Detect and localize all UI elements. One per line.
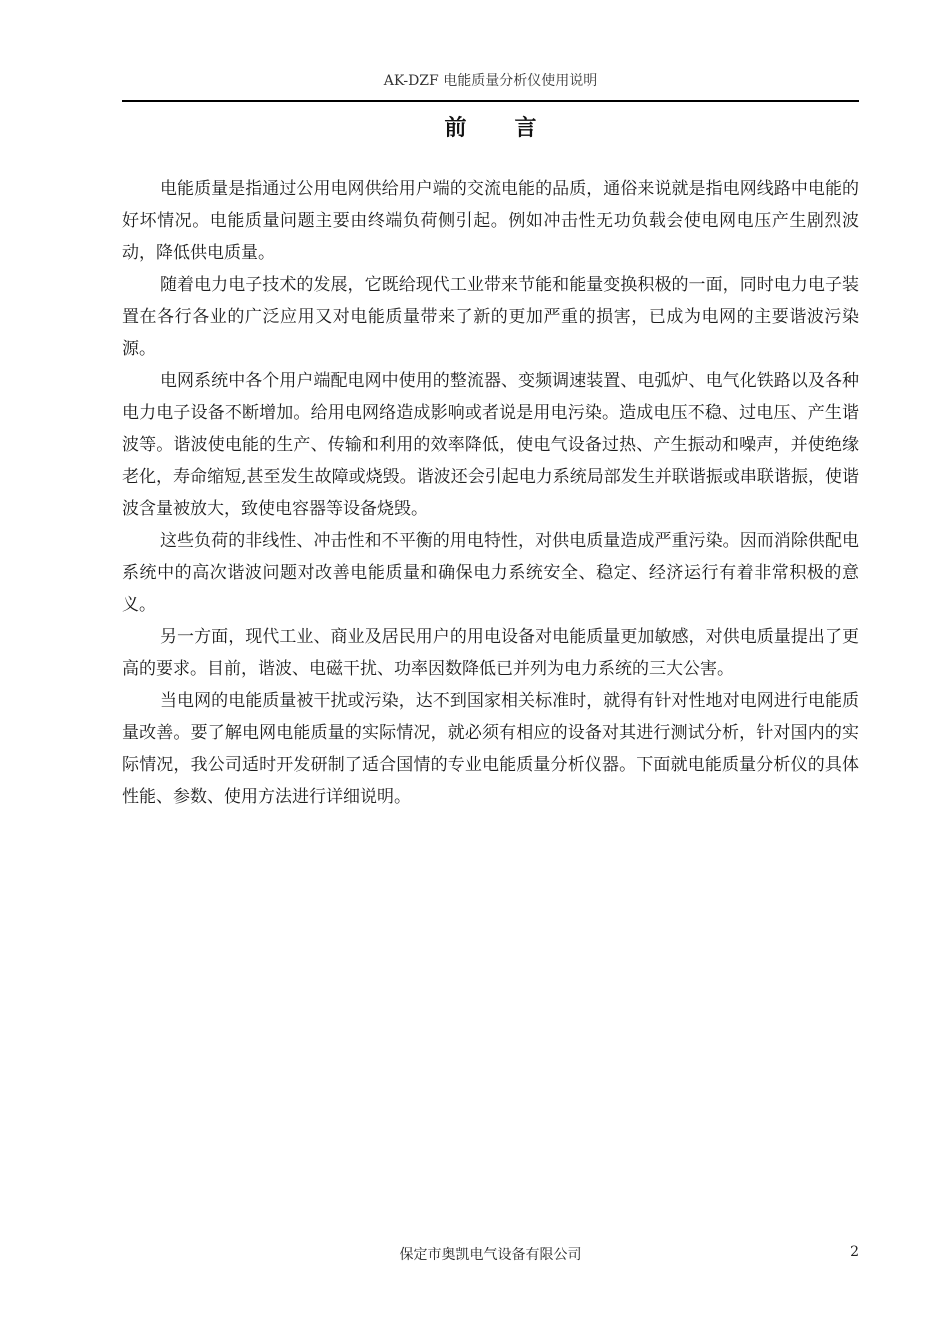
page-number: 2 bbox=[850, 1244, 859, 1260]
page-header bbox=[122, 62, 859, 102]
paragraph-3: 电网系统中各个用户端配电网中使用的整流器、变频调速装置、电弧炉、电气化铁路以及各种电力电子设备不断增加。给用电网络造成影响或者说是用电污染。造成电压不稳、过电压、产生谐波等。谐波使电能的生产、传输和利用的效率降低，使电气设备过热、产生振动和噪声，并使绝缘老化，寿命缩短,甚至发生故障或烧毁。谐波还会引起电力系统局部发生并联谐振或串联谐振，使谐波含量被放大，致使电容器等设备烧毁。 bbox=[122, 371, 859, 519]
paragraph-6: 当电网的电能质量被干扰或污染，达不到国家相关标准时，就得有针对性地对电网进行电能质量改善。要了解电网电能质量的实际情况，就必须有相应的设备对其进行测试分析，针对国内的实际情况，我公司适时开发研制了适合国情的专业电能质量分析仪器。下面就电能质量分析仪的具体性能、参数、使用方法进行详细说明。 bbox=[122, 691, 859, 807]
page-title: 前言 bbox=[444, 115, 585, 141]
paragraph-4: 这些负荷的非线性、冲击性和不平衡的用电特性，对供电质量造成严重污染。因而消除供配电系统中的高次谐波问题对改善电能质量和确保电力系统安全、稳定、经济运行有着非常积极的意义。 bbox=[122, 531, 859, 615]
paragraph-1: 电能质量是指通过公用电网供给用户端的交流电能的品质，通俗来说就是指电网线路中电能的好坏情况。电能质量问题主要由终端负荷侧引起。例如冲击性无功负载会使电网电压产生剧烈波动，降低供电质量。 bbox=[122, 179, 859, 263]
header-title: AK-DZF 电能质量分析仪使用说明 bbox=[383, 73, 598, 89]
paragraph-2: 随着电力电子技术的发展，它既给现代工业带来节能和能量变换积极的一面，同时电力电子装置在各行各业的广泛应用又对电能质量带来了新的更加严重的损害，已成为电网的主要谐波污染源。 bbox=[122, 275, 859, 359]
footer-company: 保定市奥凯电气设备有限公司 bbox=[399, 1247, 582, 1263]
paragraph-5: 另一方面，现代工业、商业及居民用户的用电设备对电能质量更加敏感，对供电质量提出了更高的要求。目前，谐波、电磁干扰、功率因数降低已并列为电力系统的三大公害。 bbox=[122, 627, 859, 679]
page-footer bbox=[122, 1244, 859, 1268]
body-text bbox=[122, 173, 859, 813]
